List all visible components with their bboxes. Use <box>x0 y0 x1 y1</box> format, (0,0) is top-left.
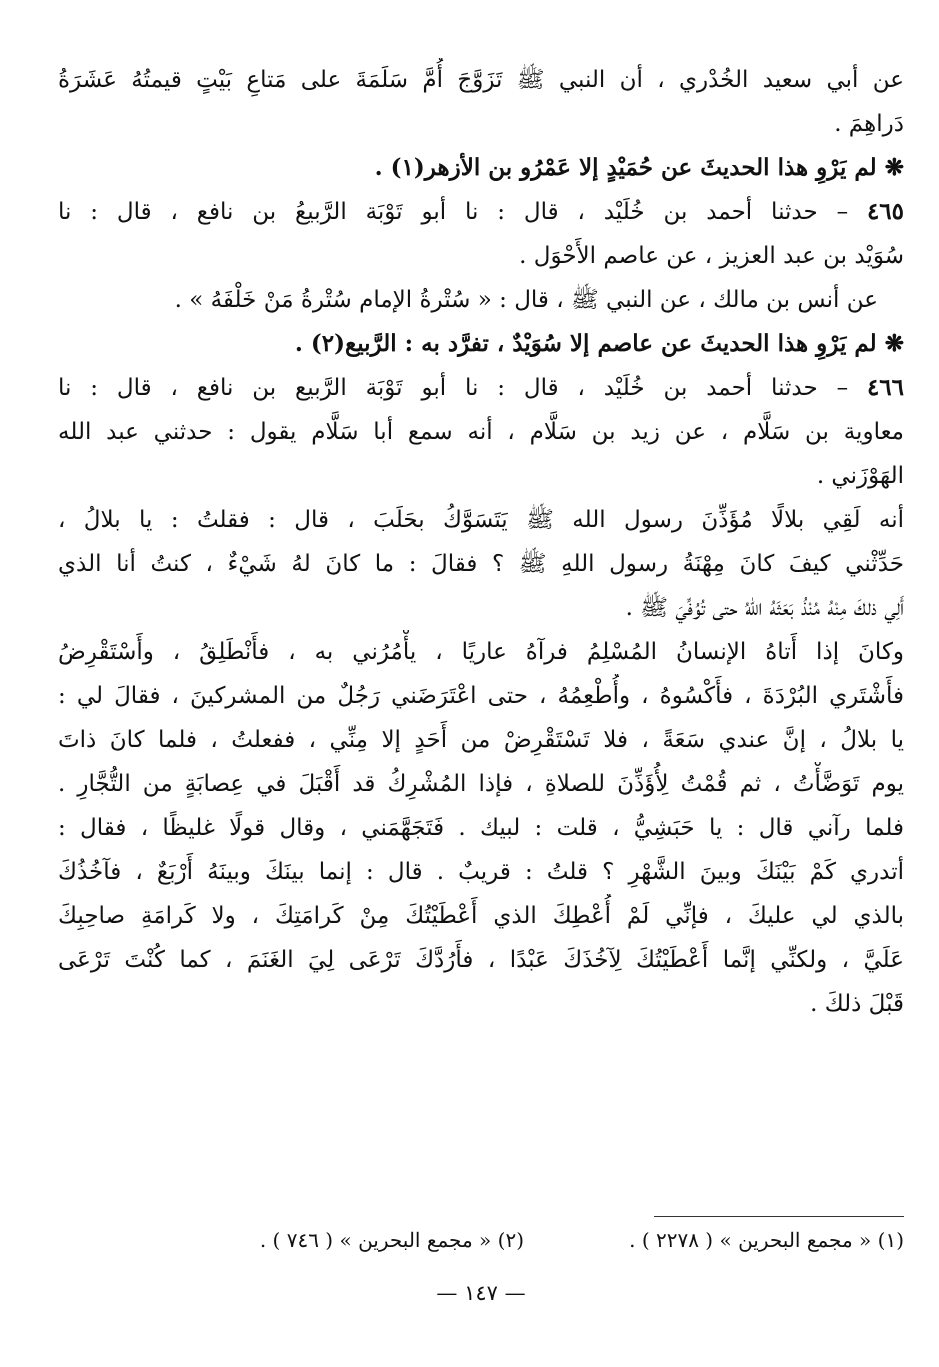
text-line-21: عَلَيَّ ، ولكنِّي إنَّما أَعْطَيْتُكَ لِآخُذَكَ عَبْدًا ، فأَرُدَّكَ تَرْعَى لِيَ الغَنَمَ ، كما كُنْتَ تَرْعَى <box>58 947 904 973</box>
text-line-9: معاوية بن سَلَّام ، عن زيد بن سَلَّام ، أنه سمع أبا سَلَّام يقول : حدثني عبد الله <box>58 419 904 445</box>
hadith-466-dash: – <box>836 375 849 401</box>
commentary-text-1: لم يَرْوِ هذا الحديثَ عن حُمَيْدٍ إلا عَمْرُو بن الأزهر(١) . <box>374 154 877 181</box>
book-page <box>58 58 904 1348</box>
commentary-line-2 <box>58 322 904 366</box>
text-line-1: عن أبي سعيد الخُدْري ، أن النبي ﷺ تَزَوَّجَ أُمَّ سَلَمَةَ على مَتاعِ بَيْتٍ قيمتُهُ عَشَرَةُ <box>58 67 904 93</box>
text-line-2: دَراهِمَ . <box>834 111 904 137</box>
text-line-6: عن أنس بن مالك ، عن النبي ﷺ ، قال : « سُتْرةُ الإمام سُتْرةُ مَنْ خَلْفَهُ » . <box>174 287 878 313</box>
hadith-465-line-1 <box>58 190 904 234</box>
star-ornament-icon: ❋ <box>884 154 904 181</box>
hadith-465-dash: – <box>836 199 849 225</box>
commentary-line-1 <box>58 146 904 190</box>
text-line-15: فأَشْتَري البُرْدَةَ ، فأَكْسُوهُ ، وأُطْعِمُهُ ، حتى اعْتَرَضَني رَجُلٌ من المشركينَ ، فقالَ لي : <box>58 683 904 709</box>
hadith-465-text: حدثنا أحمد بن خُلَيْد ، قال : نا أبو تَوْبَة الرَّبيعُ بن نافع ، قال : نا <box>58 199 818 225</box>
text-line-18: فلما رآني قال : يا حَبَشِيُّ ، قلت : لبيك . فَتَجَهَّمَني ، وقال قولًا غليظًا ، فقال : <box>58 815 904 841</box>
hadith-466-line-1 <box>58 366 904 410</box>
text-line-12: حَدِّثْني كيفَ كانَ مِهْنَةُ رسول اللهِ ﷺ ؟ فقالَ : ما كانَ لهُ شَيْءٌ ، كنتُ أنا الذي <box>58 551 904 577</box>
text-line-16: يا بلالُ ، إنَّ عندي سَعَةً ، فلا تَسْتَقْرِضْ من أَحَدٍ إلا مِنِّي ، ففعلتُ ، فلما كانَ ذاتَ <box>58 727 904 753</box>
footnote-divider <box>654 1216 904 1217</box>
hadith-number-466: ٤٦٦ <box>866 374 904 401</box>
star-ornament-icon: ❋ <box>884 330 904 357</box>
text-line-17: يوم تَوَضَّأْتُ ، ثم قُمْتُ لِأُؤَذِّنَ للصلاةِ ، فإذا المُشْرِكُ قد أَقْبَلَ في عِصابَةٍ من التُّجَّارِ . <box>58 771 904 797</box>
text-line-5: سُوَيْد بن عبد العزيز ، عن عاصم الأَحْوَل . <box>519 243 904 269</box>
text-line-10: الهَوْزَني . <box>816 463 904 489</box>
hadith-466-text: حدثنا أحمد بن خُلَيْد ، قال : نا أبو تَوْبَة الرَّبيع بن نافع ، قال : نا <box>58 375 818 401</box>
text-line-13: أَلِي ذلكَ مِنْهُ مُنْذُ بَعَثَهُ اللهُ حتى تُوُفِّيَ ﷺ . <box>625 595 904 621</box>
hadith-number-465: ٤٦٥ <box>866 198 904 225</box>
text-line-20: بالذي لي عليكَ ، فإنِّي لَمْ أُعْطِكَ الذي أَعْطَيْتُكَ مِنْ كَرامَتِكَ ، ولا كَرامَةِ صاحِبِكَ <box>58 903 904 929</box>
text-line-11: أنه لَقِي بلالًا مُؤَذِّنَ رسول الله ﷺ يَتَسَوَّكُ بحَلَبَ ، قال : فقلتُ : يا بلالُ ، <box>58 507 904 533</box>
footnote-1: (١) « مجمع البحرين » ( ٢٢٧٨ ) . <box>629 1228 904 1252</box>
footnote-2: (٢) « مجمع البحرين » ( ٧٤٦ ) . <box>259 1228 524 1252</box>
footnotes <box>58 1220 904 1260</box>
commentary-text-2: لم يَرْوِ هذا الحديثَ عن عاصم إلا سُوَيْدٌ ، تفرَّد به : الرَّبيع(٢) . <box>294 330 877 357</box>
text-line-19: أتدري كَمْ بَيْنَكَ وبينَ الشَّهْرِ ؟ قلتُ : قريبٌ . قال : إنما بينَكَ وبينَهُ أَرْبَعٌ ، فآخُذُكَ <box>58 859 904 885</box>
text-line-22: قَبْلَ ذلكَ . <box>810 991 904 1017</box>
text-line-14: وكانَ إذا أَتاهُ الإنسانُ المُسْلِمُ فرآهُ عاريًا ، يأْمُرُني به ، فأَنْطَلِقُ ، وأَسْتَقْرِضُ <box>58 639 904 665</box>
page-number: — ١٤٧ — <box>436 1281 526 1305</box>
